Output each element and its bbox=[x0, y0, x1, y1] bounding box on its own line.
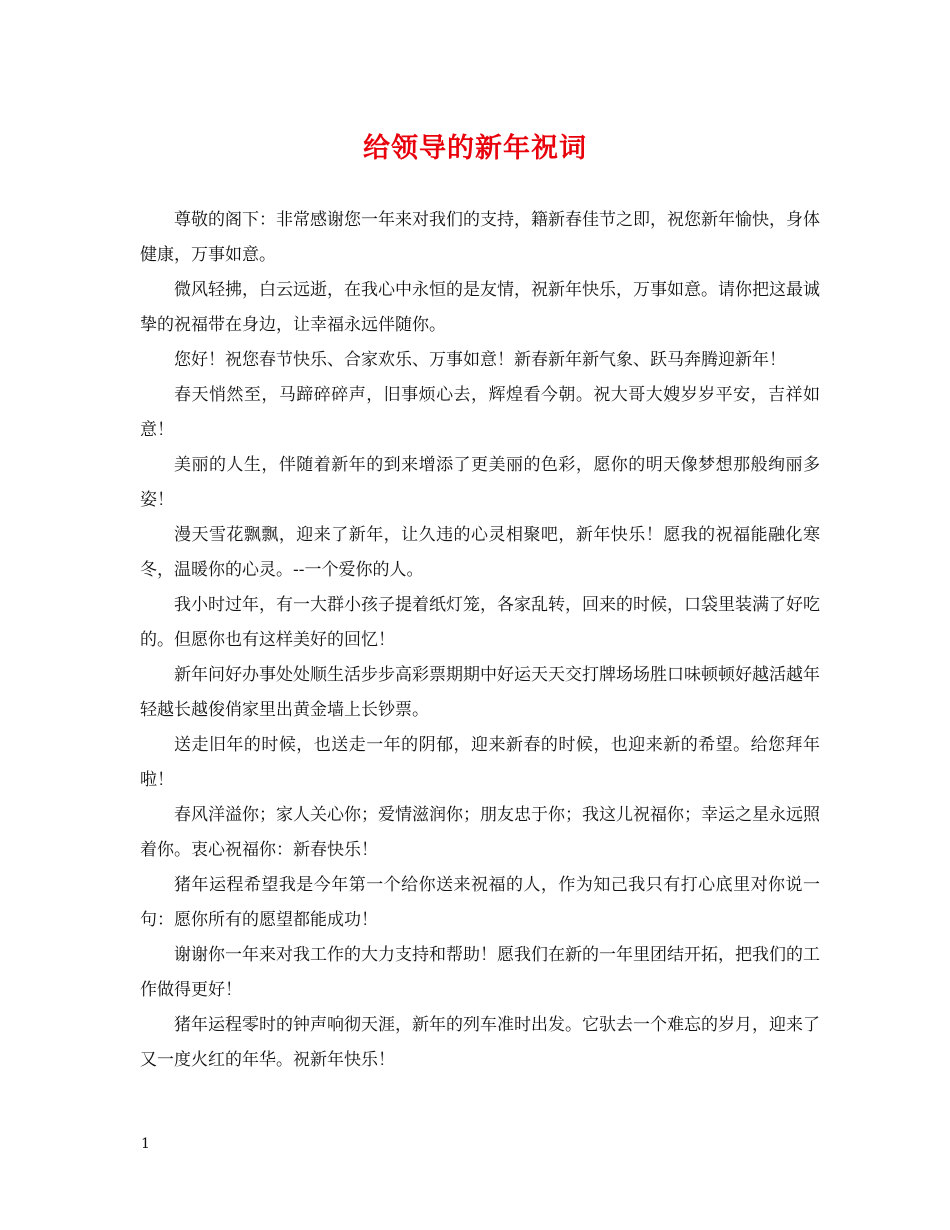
page-number: 1 bbox=[141, 1136, 150, 1152]
document-body bbox=[140, 203, 820, 1078]
paragraph: 我小时过年，有一大群小孩子提着纸灯笼，各家乱转，回来的时候，口袋里装满了好吃的。但愿你也有这样美好的回忆！ bbox=[140, 595, 820, 650]
paragraph: 微风轻拂，白云远逝，在我心中永恒的是友情，祝新年快乐，万事如意。请你把这最诚挚的祝福带在身边，让幸福永远伴随你。 bbox=[140, 280, 820, 335]
paragraph: 春风洋溢你；家人关心你；爱情滋润你；朋友忠于你；我这儿祝福你；幸运之星永远照着你。衷心祝福你：新春快乐！ bbox=[140, 805, 820, 860]
paragraph: 尊敬的阁下：非常感谢您一年来对我们的支持，籍新春佳节之即，祝您新年愉快，身体健康，万事如意。 bbox=[140, 210, 820, 265]
paragraph: 漫天雪花飘飘，迎来了新年，让久违的心灵相聚吧，新年快乐！愿我的祝福能融化寒冬，温暖你的心灵。--一个爱你的人。 bbox=[140, 525, 820, 580]
paragraph: 猪年运程希望我是今年第一个给你送来祝福的人，作为知己我只有打心底里对你说一句：愿你所有的愿望都能成功！ bbox=[140, 875, 820, 930]
paragraph: 谢谢你一年来对我工作的大力支持和帮助！愿我们在新的一年里团结开拓，把我们的工作做得更好！ bbox=[140, 945, 820, 1000]
paragraph: 美丽的人生，伴随着新年的到来增添了更美丽的色彩，愿你的明天像梦想那般绚丽多姿！ bbox=[140, 455, 820, 510]
document-title: 给领导的新年祝词 bbox=[363, 133, 587, 164]
paragraph: 春天悄然至，马蹄碎碎声，旧事烦心去，辉煌看今朝。祝大哥大嫂岁岁平安，吉祥如意！ bbox=[140, 385, 820, 440]
paragraph: 新年问好办事处处顺生活步步高彩票期期中好运天天交打牌场场胜口味顿顿好越活越年轻越长越俊俏家里出黄金墙上长钞票。 bbox=[140, 665, 820, 720]
paragraph: 您好！祝您春节快乐、合家欢乐、万事如意！新春新年新气象、跃马奔腾迎新年！ bbox=[174, 350, 786, 370]
paragraph: 送走旧年的时候，也送走一年的阴郁，迎来新春的时候，也迎来新的希望。给您拜年啦！ bbox=[140, 735, 820, 790]
paragraph: 猪年运程零时的钟声响彻天涯，新年的列车准时出发。它驮去一个难忘的岁月，迎来了又一度火红的年华。祝新年快乐！ bbox=[140, 1015, 820, 1070]
